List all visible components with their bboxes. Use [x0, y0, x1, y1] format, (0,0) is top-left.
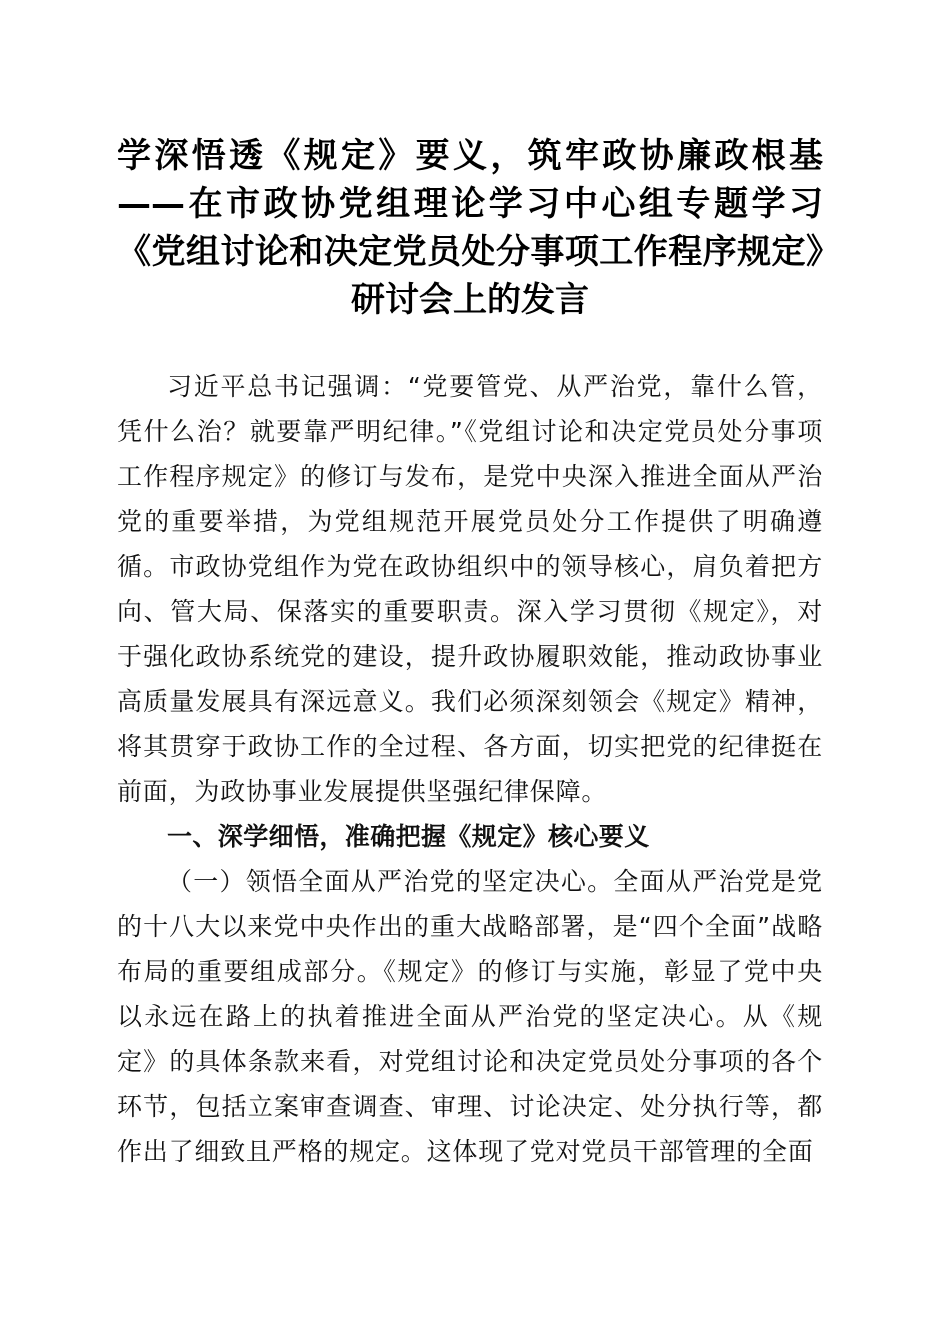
intro-paragraph: 习近平总书记强调：“党要管党、从严治党，靠什么管，凭什么治？就要靠严明纪律。”《党组讨论和决定党员处分事项工作程序规定》的修订与发布，是党中央深入推进全面从严治党的重要举措，为党组规范开展党员处分工作提供了明确遵循。市政协党组作为党在政协组织中的领导核心，肩负着把方向、管大局、保落实的重要职责。深入学习贯彻《规定》，对于强化政协系统党的建设，提升政协履职效能，推动政协事业高质量发展具有深远意义。我们必须深刻领会《规定》精神，将其贯穿于政协工作的全过程、各方面，切实把党的纪律挺在前面，为政协事业发展提供坚强纪律保障。 [117, 372, 823, 806]
document-title: 学深悟透《规定》要义，筑牢政协廉政根基——在市政协党组理论学习中心组专题学习《党组讨论和决定党员处分事项工作程序规定》研讨会上的发言 [117, 136, 823, 320]
document-body [117, 364, 823, 1174]
section-paragraph: （一）领悟全面从严治党的坚定决心。全面从严治党是党的十八大以来党中央作出的重大战略部署，是“四个全面”战略布局的重要组成部分。《规定》的修订与实施，彰显了党中央以永远在路上的执着推进全面从严治党的坚定决心。从《规定》的具体条款来看，对党组讨论和决定党员处分事项的各个环节，包括立案审查调查、审理、讨论决定、处分执行等，都作出了细致且严格的规定。这体现了党对党员干部管理的全面 [117, 867, 823, 1166]
section-heading: 一、深学细悟，准确把握《规定》核心要义 [167, 822, 650, 851]
